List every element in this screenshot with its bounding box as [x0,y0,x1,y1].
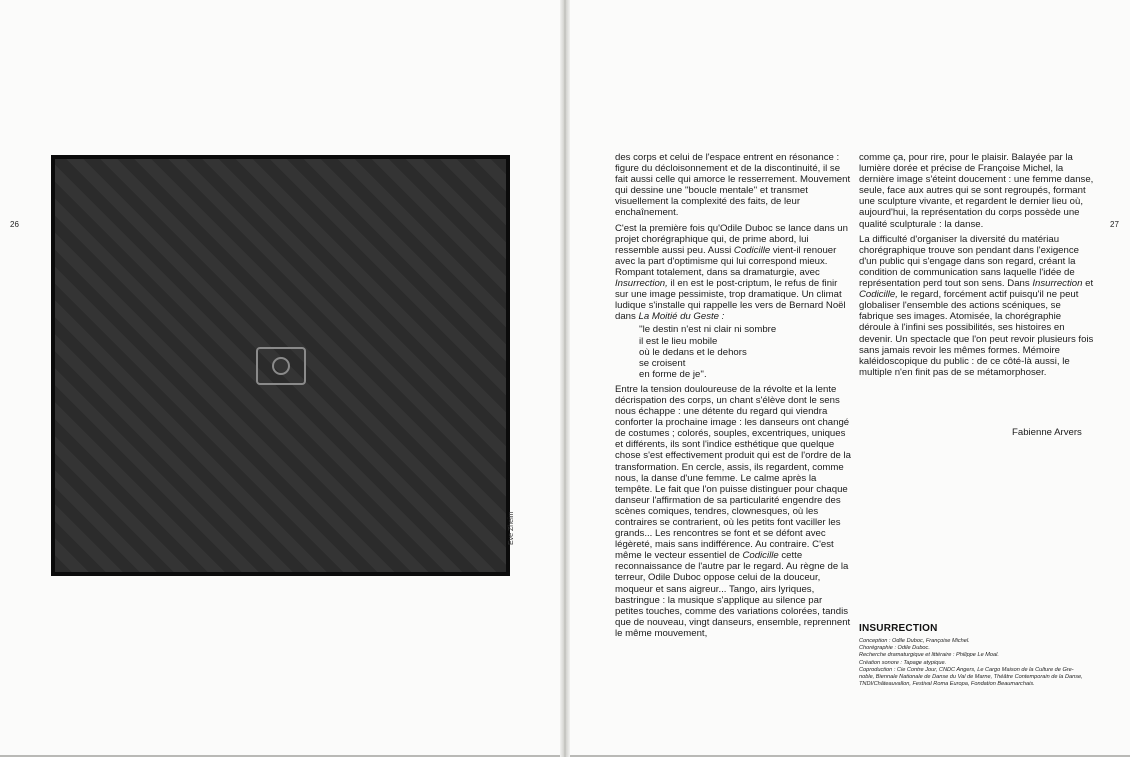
page-number-right: 27 [1110,220,1119,229]
book-gutter [560,0,570,757]
photo-credit: Eve Zheim [508,511,515,545]
article-column-1 [615,152,851,643]
verse-line: il est le lieu mobile [639,335,718,347]
title-insurrection: Insurrection, [615,278,668,290]
verse-line: où le dedans et le dehors [639,346,747,358]
col2-paragraph-1: comme ça, pour rire, pour le plaisir. Balayée par la lumière dorée et précise de Françoise Michel, la dernière image s'éteint doucement : une femme danse, seule, face aux autres qui se sont regroupés, formant une sculpture vivante, et regardent le dernier lieu où, aujourd'hui, la représentation du corps possède une qualité sculpturale : la danse. [859,152,1094,230]
title-insurrection: Insurrection [1032,278,1083,290]
verse-quote [639,324,851,379]
verse-line: en forme de je''. [639,368,707,380]
verse-line: se croisent [639,357,686,369]
col1-paragraph-3: Entre la tension douloureuse de la révolte et la lente décrispation des corps, un chant s'élève dont le sens nous échappe : une détente du regard qui viendra conforter la prochaine image : les danseurs ont changé de costumes ; colorés, souples, excentriques, uniques et différents, ils sont l'indice esthétique que quelque chose s'est effectivement produit qui est de l'ordre de la transformation. En cercle, assis, ils regardent, comme nous, la danse d'une femme. Le calme après la tempête. Le fait que l'on puisse distinguer pour chaque danseur l'affirmation de sa particularité engendre des scènes comiques, tendres, clownesques, où les contraires se contrarient, où les petits font vaciller les grands... Les rencontres se font et se défont avec légèreté, mais sans indifférence. Au contraire. C'est même le vecteur essentiel de Codicille cette reconnaissance de l'autre par le regard. Au règne de la terreur, Odile Duboc oppose celui de la douceur, moqueur et sans aigreur... Tango, airs lyriques, bastringue : la musique s'applique au silence par petites touches, comme des variations colorées, tandis que de nouveau, vingt danseurs, ensemble, reprennent le même mouvement, [615,383,852,639]
credits-line: Création sonore : Tapage atypique. [859,659,947,666]
title-codicille: Codicille [742,550,779,562]
credits-line: Conception : Odile Duboc, Françoise Michel. [859,638,970,644]
credits-block [859,623,1089,688]
page-number-left: 26 [10,220,19,229]
credits-line: Chorégraphie : Odile Duboc. [859,645,930,652]
credits-line: TNDI/Châteauvallon, Festival Roma Europa, Fondation Beaumarchais. [859,681,1035,688]
title-la-moitie-du-geste: La Moitié du Geste : [638,311,725,323]
photo-icon [256,347,306,385]
col1-paragraph-2: C'est la première fois qu'Odile Duboc se lance dans un projet chorégraphique qui, de prime abord, lui ressemble aussi peu. Aussi Codicille vient-il renouer avec la part d'optimisme qui lui correspond mieux. Rompant totalement, dans sa dramaturgie, avec Insurrection, il en est le post-criptum, le refus de finir sur une image pessimiste, trop dramatique. Un climat ludique s'installe qui rappelle les vers de Bernard Noël dans La Moitié du Geste : [615,222,848,323]
credits-line: Recherche dramaturgique et littéraire : Philippe Le Moal. [859,652,999,659]
author-signature: Fabienne Arvers [1012,427,1082,438]
col2-paragraph-2: La difficulté d'organiser la diversité du matériau chorégraphique trouve son pendant dans l'exigence d'un public qui s'engage dans son regard, créant la condition de communication sans laquelle l'idée de représentation perd tout son sens. Dans Insurrection et Codicille, le regard, forcément actif puisqu'il ne peut globaliser l'ensemble des actions scéniques, se fabrique ses images. Atomisée, la chorégraphie déroule à l'infini ses possibilités, ses histoires en devenir. Un spectacle que l'on peut revoir plusieurs fois sans jamais revoir les mêmes formes. Mémoire kaléidoscopique du public : de ce côté-là aussi, le multiple n'en finit pas de se métamorphoser. [859,233,1094,378]
portrait-photo-placeholder [55,159,506,572]
credits-line: noble, Biennale Nationale de Danse du Val de Marne, Théâtre Contemporain de la Danse, [859,674,1083,681]
portrait-photo [51,155,510,576]
verse-line: ''le destin n'est ni clair ni sombre [639,324,777,336]
credits-line: Coproduction : Cie Contre Jour, CNDC Angers, Le Cargo Maison de la Culture de Gre- [859,666,1074,673]
title-codicille: Codicille [733,244,771,256]
title-codicille: Codicille, [859,289,898,301]
article-column-2 [859,152,1095,382]
col1-paragraph-1: des corps et celui de l'espace entrent en résonance : figure du décloisonnement et de la discontinuité, il se fait aussi celle qui amorce le resserrement. Mouvement qui dessine une ''boucle mentale'' et transmet visuellement la complexité des faits, de leur enchaînement. [615,152,851,219]
credits-title: INSURRECTION [859,623,938,634]
